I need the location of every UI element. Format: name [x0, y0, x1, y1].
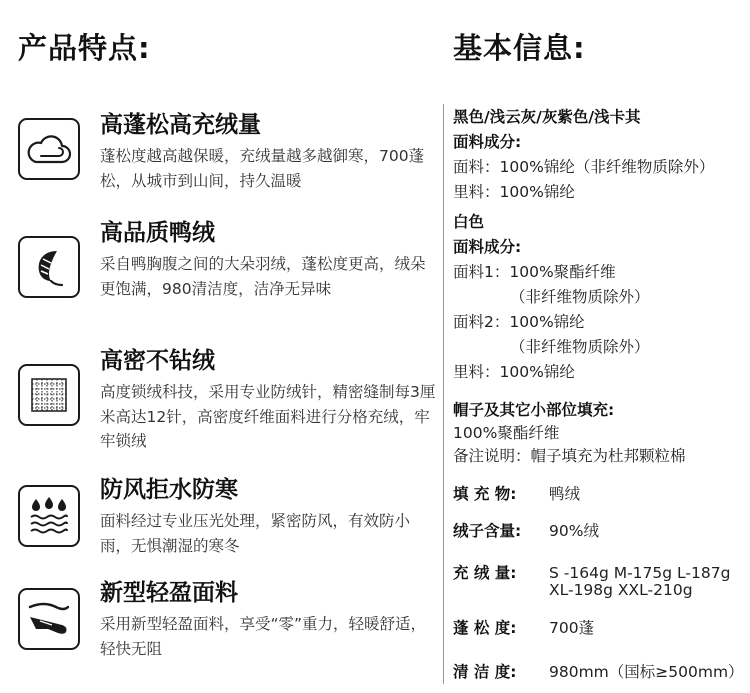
color-group-1: 黑色/浅云灰/灰紫色/浅卡其 — [453, 108, 641, 126]
features-heading: 产品特点: — [18, 31, 151, 65]
grid-fabric-icon — [18, 364, 80, 426]
feature-title: 高蓬松高充绒量 — [100, 112, 261, 138]
lining-fabric: 里料：100%锦纶 — [453, 183, 575, 201]
feather-icon — [18, 236, 80, 298]
feature-description: 采用新型轻盈面料，享受“零”重力，轻暖舒适，轻快无阻 — [100, 615, 427, 658]
cloud-icon — [18, 118, 80, 180]
down-content-row — [453, 519, 599, 541]
feature-title: 新型轻盈面料 — [100, 580, 238, 606]
color-group-2: 白色 — [453, 213, 485, 231]
water-wind-icon — [18, 485, 80, 547]
fabric-composition-label: 面料成分: — [453, 133, 522, 151]
filling-value: 鸭绒 — [549, 485, 581, 503]
feature-description: 蓬松度越高越保暖，充绒量越多越御寒，700蓬松，从城市到山间，持久温暖 — [100, 147, 425, 190]
hood-filling-value: 100%聚酯纤维 — [453, 424, 560, 442]
feature-description: 面料经过专业压光处理，紧密防风，有效防小雨，无惧潮湿的寒冬 — [100, 512, 411, 555]
fill-weight-label: 充 绒 量: — [453, 564, 517, 582]
shell-fabric: 面料：100%锦纶（非纤维物质除外） — [453, 158, 715, 176]
fill-weight-row — [453, 561, 730, 583]
feature-description: 采自鸭胸腹之间的大朵羽绒，蓬松度更高，绒朵更饱满，980清洁度，洁净无异味 — [100, 255, 426, 298]
fill-power-label: 蓬 松 度: — [453, 619, 517, 637]
hand-fabric-icon — [18, 588, 80, 650]
feature-title: 高密不钻绒 — [100, 348, 215, 374]
hood-filling-note: 备注说明：帽子填充为杜邦颗粒棉 — [453, 447, 686, 465]
shell-fabric-1: 面料1：100%聚酯纤维 — [453, 263, 616, 281]
feature-title: 防风拒水防寒 — [100, 477, 238, 503]
fill-weight-line-1: S -164g M-175g L-187g — [549, 564, 731, 582]
lining-fabric-2: 里料：100%锦纶 — [453, 363, 575, 381]
fill-power-value: 700蓬 — [549, 619, 595, 637]
filling-label: 填 充 物: — [453, 485, 517, 503]
shell-fabric-2-note: （非纤维物质除外） — [510, 338, 650, 356]
filling-row — [453, 482, 580, 504]
column-divider — [443, 104, 444, 684]
feature-title: 高品质鸭绒 — [100, 220, 215, 246]
fill-power-row — [453, 616, 594, 638]
down-content-value: 90%绒 — [549, 522, 599, 540]
shell-fabric-1-note: （非纤维物质除外） — [510, 288, 650, 306]
cleanliness-value: 980mm（国标≥500mm） — [549, 663, 744, 681]
feature-description: 高度锁绒科技，采用专业防绒针，精密缝制每3厘米高达12针，高密度纤维面料进行分格充绒，牢牢锁绒 — [100, 383, 436, 450]
cleanliness-row — [453, 660, 744, 682]
info-heading: 基本信息: — [453, 31, 586, 65]
hood-filling-label: 帽子及其它小部位填充: — [453, 401, 615, 419]
shell-fabric-2: 面料2：100%锦纶 — [453, 313, 585, 331]
fill-weight-line-2: XL-198g XXL-210g — [549, 581, 693, 599]
fabric-composition-label: 面料成分: — [453, 238, 522, 256]
down-content-label: 绒子含量: — [453, 522, 522, 540]
cleanliness-label: 清 洁 度: — [453, 663, 517, 681]
